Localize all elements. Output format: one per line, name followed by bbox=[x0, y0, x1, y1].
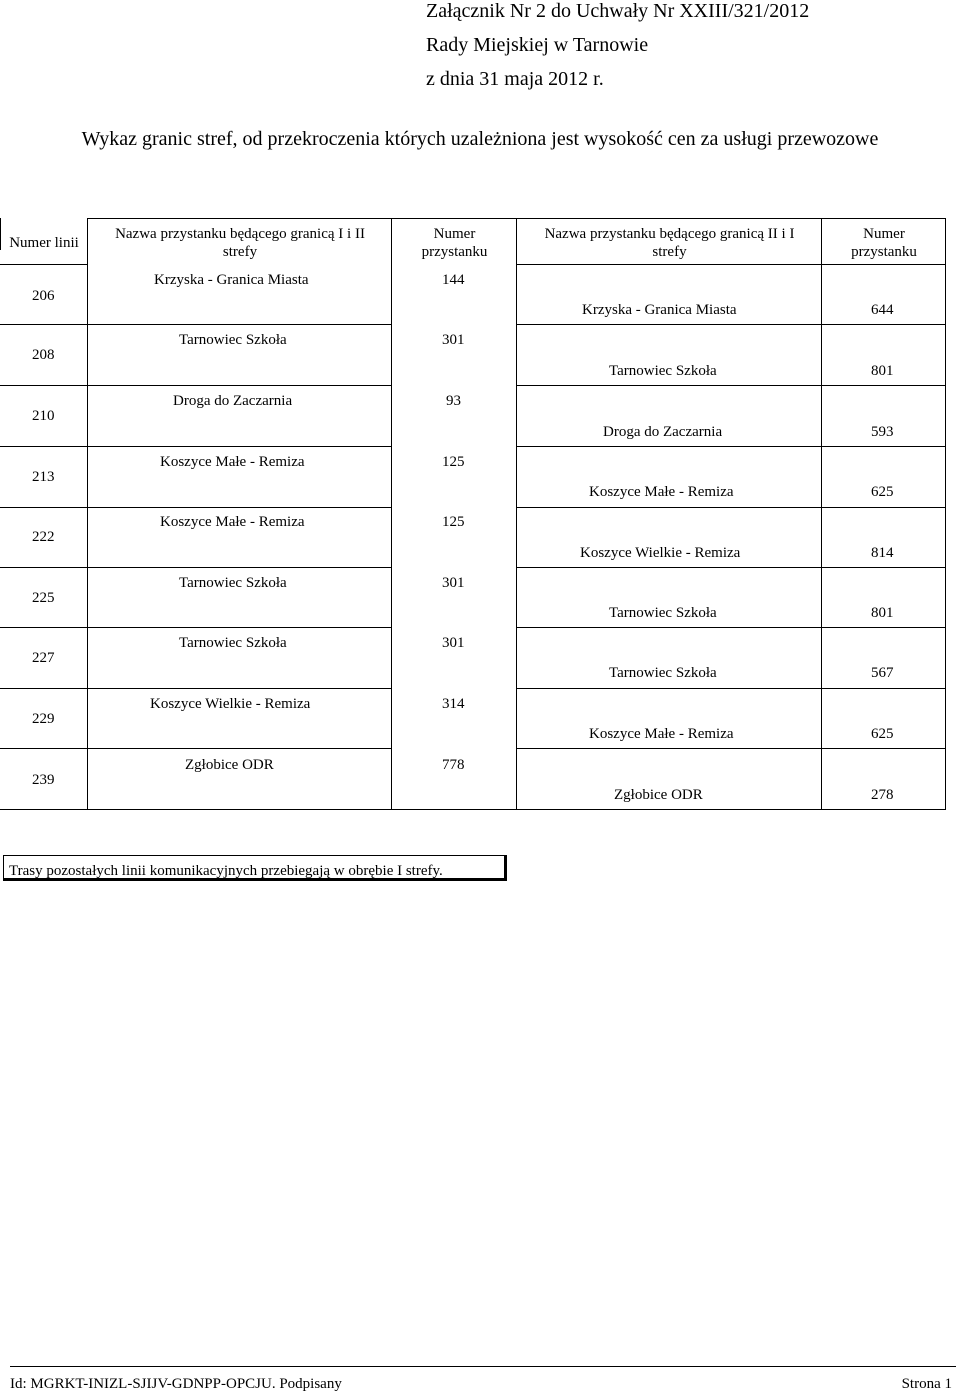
header-stop-zone12 bbox=[88, 225, 392, 261]
grid-line bbox=[87, 567, 392, 568]
stop-name-zone21: Koszyce Małe - Remiza bbox=[589, 484, 734, 500]
resolution-date: z dnia 31 maja 2012 r. bbox=[426, 68, 604, 90]
grid-line bbox=[0, 324, 88, 325]
grid-line bbox=[0, 446, 88, 447]
grid-line bbox=[0, 809, 946, 810]
stop-name-zone12: Koszyce Wielkie - Remiza bbox=[150, 696, 311, 712]
stop-number-zone12: 125 bbox=[442, 514, 465, 530]
stop-number-zone12: 93 bbox=[446, 393, 461, 409]
stop-name-zone21: Tarnowiec Szkoła bbox=[609, 665, 717, 681]
line-number: 229 bbox=[32, 711, 55, 727]
attachment-title: Załącznik Nr 2 do Uchwały Nr XXIII/321/2012 bbox=[426, 0, 810, 22]
header-text: Nazwa przystanku będącego granicą I i II bbox=[115, 226, 365, 242]
grid-line bbox=[0, 264, 88, 265]
stop-name-zone21: Droga do Zaczarnia bbox=[603, 424, 723, 440]
document-title: Wykaz granic stref, od przekroczenia których uzależniona jest wysokość cen za usługi przewozowe bbox=[81, 128, 879, 150]
grid-line bbox=[87, 446, 392, 447]
grid-line bbox=[516, 446, 946, 447]
line-number: 222 bbox=[32, 529, 55, 545]
stop-name-zone12: Tarnowiec Szkoła bbox=[179, 575, 287, 591]
line-number: 225 bbox=[32, 590, 55, 606]
grid-line bbox=[516, 627, 946, 628]
remaining-lines-note bbox=[3, 855, 507, 881]
grid-line bbox=[516, 748, 946, 749]
grid-line bbox=[516, 567, 946, 568]
grid-line bbox=[87, 324, 392, 325]
stop-number-zone21: 814 bbox=[871, 545, 894, 561]
header-stop-number-2 bbox=[822, 225, 946, 261]
grid-line bbox=[391, 218, 392, 810]
council-name: Rady Miejskiej w Tarnowie bbox=[426, 34, 649, 56]
header-text: Numer bbox=[433, 226, 476, 242]
line-number: 239 bbox=[32, 772, 55, 788]
grid-line bbox=[87, 748, 392, 749]
grid-line bbox=[0, 385, 88, 386]
header-stop-zone21 bbox=[517, 225, 822, 261]
document-id: Id: MGRKT-INIZL-SJIJV-GDNPP-OPCJU. Podpisany bbox=[10, 1376, 342, 1392]
line-number: 206 bbox=[32, 288, 55, 304]
grid-line bbox=[516, 507, 946, 508]
stop-number-zone12: 301 bbox=[442, 332, 465, 348]
stop-name-zone12: Zgłobice ODR bbox=[185, 757, 274, 773]
stop-number-zone21: 801 bbox=[871, 363, 894, 379]
line-number: 227 bbox=[32, 650, 55, 666]
grid-line bbox=[0, 688, 88, 689]
stop-number-zone12: 144 bbox=[442, 272, 465, 288]
grid-line bbox=[516, 218, 517, 810]
stop-number-zone21: 278 bbox=[871, 787, 894, 803]
stop-name-zone12: Tarnowiec Szkoła bbox=[179, 332, 287, 348]
stop-number-zone21: 801 bbox=[871, 605, 894, 621]
stop-number-zone21: 625 bbox=[871, 484, 894, 500]
stop-name-zone12: Krzyska - Granica Miasta bbox=[154, 272, 309, 288]
stop-name-zone21: Koszyce Wielkie - Remiza bbox=[580, 545, 741, 561]
stop-name-zone21: Tarnowiec Szkoła bbox=[609, 605, 717, 621]
stop-number-zone12: 301 bbox=[442, 575, 465, 591]
stop-name-zone21: Zgłobice ODR bbox=[614, 787, 703, 803]
stop-name-zone12: Koszyce Małe - Remiza bbox=[160, 514, 305, 530]
grid-line bbox=[516, 324, 946, 325]
grid-line bbox=[0, 507, 88, 508]
grid-line bbox=[0, 627, 88, 628]
footer-divider bbox=[10, 1366, 956, 1367]
grid-line bbox=[87, 627, 392, 628]
stop-number-zone12: 301 bbox=[442, 635, 465, 651]
stop-number-zone12: 125 bbox=[442, 454, 465, 470]
grid-line bbox=[87, 218, 946, 219]
grid-line bbox=[516, 385, 946, 386]
header-text: strefy bbox=[222, 244, 258, 260]
stop-name-zone12: Koszyce Małe - Remiza bbox=[160, 454, 305, 470]
header-text: Nazwa przystanku będącego granicą II i I bbox=[544, 226, 795, 242]
grid-line bbox=[516, 264, 946, 265]
note-text: Trasy pozostałych linii komunikacyjnych przebiegają w obrębie I strefy. bbox=[9, 863, 443, 879]
stop-name-zone21: Krzyska - Granica Miasta bbox=[582, 302, 737, 318]
header-text: strefy bbox=[652, 244, 687, 260]
stop-number-zone21: 593 bbox=[871, 424, 894, 440]
stop-name-zone21: Tarnowiec Szkoła bbox=[609, 363, 717, 379]
zone-table bbox=[0, 218, 946, 810]
header-text: przystanku bbox=[851, 244, 917, 260]
grid-line bbox=[821, 218, 822, 810]
page-number: Strona 1 bbox=[901, 1376, 952, 1392]
header-stop-number-1 bbox=[392, 225, 517, 261]
grid-line bbox=[945, 218, 946, 810]
grid-line bbox=[87, 507, 392, 508]
stop-number-zone12: 778 bbox=[442, 757, 465, 773]
grid-line bbox=[87, 218, 88, 810]
stop-number-zone21: 625 bbox=[871, 726, 894, 742]
header-text: Numer bbox=[863, 226, 905, 242]
stop-name-zone12: Tarnowiec Szkoła bbox=[179, 635, 287, 651]
grid-line bbox=[0, 748, 88, 749]
line-number: 208 bbox=[32, 347, 55, 363]
header-line-number: Numer linii bbox=[9, 235, 79, 251]
line-number: 213 bbox=[32, 469, 55, 485]
grid-line bbox=[87, 688, 392, 689]
stop-number-zone21: 567 bbox=[871, 665, 894, 681]
stop-number-zone12: 314 bbox=[442, 696, 465, 712]
stop-name-zone12: Droga do Zaczarnia bbox=[173, 393, 293, 409]
stop-name-zone21: Koszyce Małe - Remiza bbox=[589, 726, 734, 742]
header-text: przystanku bbox=[421, 244, 488, 260]
grid-line bbox=[0, 567, 88, 568]
stop-number-zone21: 644 bbox=[871, 302, 894, 318]
grid-line bbox=[87, 385, 392, 386]
line-number: 210 bbox=[32, 408, 55, 424]
grid-line bbox=[516, 688, 946, 689]
